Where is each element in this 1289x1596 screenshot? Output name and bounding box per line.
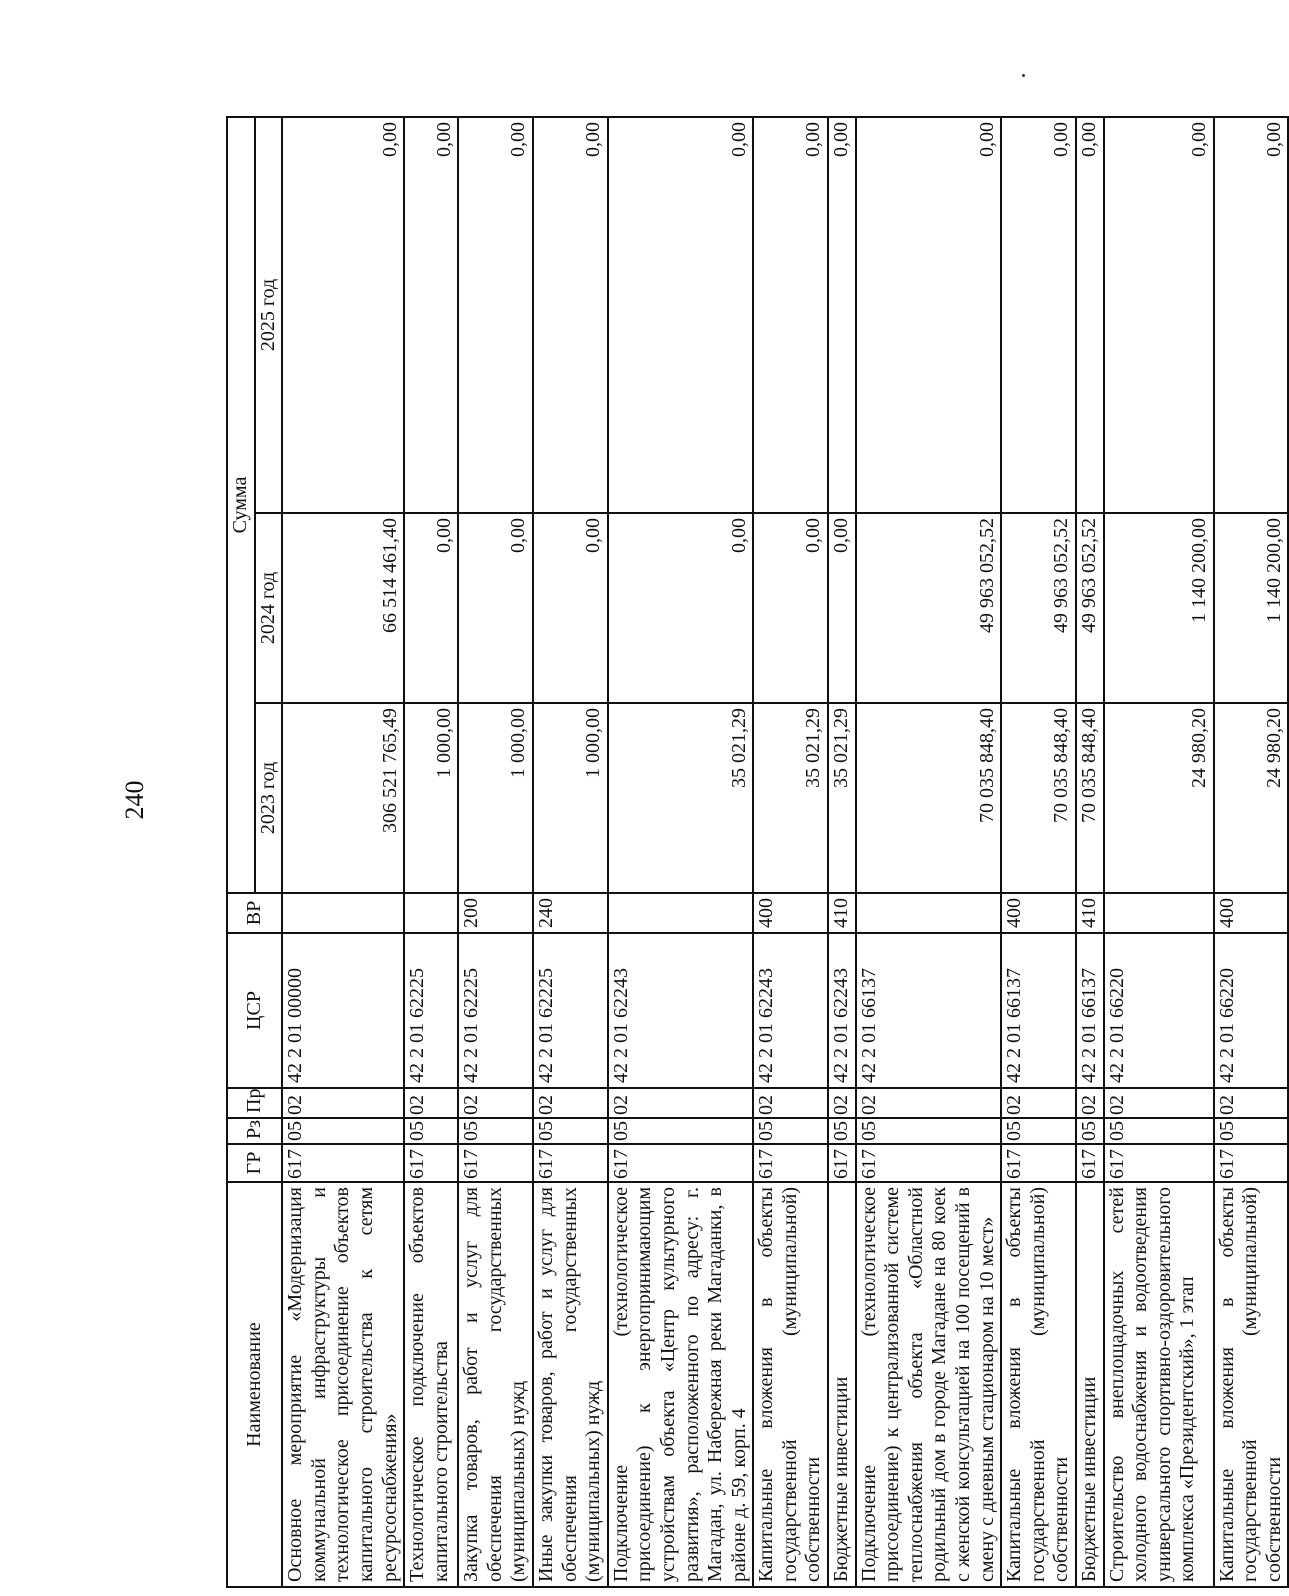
row-pr: 02 xyxy=(828,1088,856,1118)
row-sum-2024: 49 963 052,52 xyxy=(1001,513,1076,703)
row-csr: 42 2 01 66137 xyxy=(1001,933,1076,1088)
row-vr: 410 xyxy=(1076,893,1104,933)
header-2024: 2024 год xyxy=(255,513,283,703)
row-rz: 05 xyxy=(1001,1118,1076,1144)
row-gr: 617 xyxy=(533,1144,608,1182)
budget-table xyxy=(226,116,1289,1588)
scan-speck xyxy=(1022,74,1025,77)
row-name: Строительство внеплощадочных сетей холодного водоснабжения и водоотведения универсального спортивно-оздоровительного комплекса «Президентский», 1 этап xyxy=(1104,1182,1214,1587)
row-name: Технологическое подключение объектов капитального строительства xyxy=(404,1182,458,1587)
row-sum-2025: 0,00 xyxy=(608,117,754,513)
row-sum-2023: 35 021,29 xyxy=(608,703,754,893)
row-sum-2024: 0,00 xyxy=(533,513,608,703)
table-row xyxy=(828,117,856,1587)
row-gr: 617 xyxy=(1001,1144,1076,1182)
row-sum-2023: 1 000,00 xyxy=(533,703,608,893)
row-vr: 400 xyxy=(1001,893,1076,933)
row-sum-2025: 0,00 xyxy=(458,117,533,513)
row-sum-2024: 1 140 200,00 xyxy=(1104,513,1214,703)
row-rz: 05 xyxy=(404,1118,458,1144)
row-sum-2023: 1 000,00 xyxy=(458,703,533,893)
row-sum-2023: 70 035 848,40 xyxy=(1076,703,1104,893)
row-gr: 617 xyxy=(608,1144,754,1182)
row-csr: 42 2 01 62225 xyxy=(533,933,608,1088)
row-rz: 05 xyxy=(533,1118,608,1144)
row-pr: 02 xyxy=(533,1088,608,1118)
row-sum-2025: 0,00 xyxy=(404,117,458,513)
row-sum-2024: 1 140 200,00 xyxy=(1214,513,1289,703)
row-rz: 05 xyxy=(1076,1118,1104,1144)
row-csr: 42 2 01 62243 xyxy=(753,933,828,1088)
row-sum-2023: 70 035 848,40 xyxy=(856,703,1002,893)
row-pr: 02 xyxy=(1214,1088,1289,1118)
header-vr: ВР xyxy=(227,893,282,933)
row-vr xyxy=(282,893,404,933)
row-sum-2023: 1 000,00 xyxy=(404,703,458,893)
row-sum-2024: 49 963 052,52 xyxy=(1076,513,1104,703)
row-pr: 02 xyxy=(1001,1088,1076,1118)
row-gr: 617 xyxy=(282,1144,404,1182)
row-sum-2024: 0,00 xyxy=(458,513,533,703)
header-pr: Пр xyxy=(227,1088,282,1118)
row-gr: 617 xyxy=(1104,1144,1214,1182)
row-sum-2025: 0,00 xyxy=(1214,117,1289,513)
row-sum-2025: 0,00 xyxy=(1076,117,1104,513)
row-csr: 42 2 01 62243 xyxy=(608,933,754,1088)
row-sum-2024: 66 514 461,40 xyxy=(282,513,404,703)
table-row xyxy=(1214,117,1289,1587)
row-gr: 617 xyxy=(458,1144,533,1182)
table-row xyxy=(533,117,608,1587)
row-name: Бюджетные инвестиции xyxy=(828,1182,856,1587)
row-sum-2023: 306 521 765,49 xyxy=(282,703,404,893)
row-sum-2024: 0,00 xyxy=(404,513,458,703)
row-csr: 42 2 01 62225 xyxy=(404,933,458,1088)
row-sum-2025: 0,00 xyxy=(856,117,1002,513)
row-name: Основное мероприятие «Модернизация коммунальной инфраструктуры и технологическое присоединение объектов капитального строительства к сетям ресурсоснабжения» xyxy=(282,1182,404,1587)
row-vr: 400 xyxy=(1214,893,1289,933)
row-rz: 05 xyxy=(1214,1118,1289,1144)
row-sum-2023: 35 021,29 xyxy=(753,703,828,893)
row-gr: 617 xyxy=(1214,1144,1289,1182)
table-row xyxy=(1076,117,1104,1587)
row-sum-2024: 0,00 xyxy=(828,513,856,703)
table-row xyxy=(753,117,828,1587)
table-row xyxy=(608,117,754,1587)
row-pr: 02 xyxy=(282,1088,404,1118)
row-name: Бюджетные инвестиции xyxy=(1076,1182,1104,1587)
header-2025: 2025 год xyxy=(255,117,283,513)
header-2023: 2023 год xyxy=(255,703,283,893)
header-gr: ГР xyxy=(227,1144,282,1182)
row-sum-2025: 0,00 xyxy=(753,117,828,513)
row-vr xyxy=(1104,893,1214,933)
row-gr: 617 xyxy=(404,1144,458,1182)
row-csr: 42 2 01 66220 xyxy=(1214,933,1289,1088)
row-rz: 05 xyxy=(608,1118,754,1144)
row-sum-2025: 0,00 xyxy=(828,117,856,513)
row-name: Закупка товаров, работ и услуг для обеспечения государственных (муниципальных) нужд xyxy=(458,1182,533,1587)
header-csr: ЦСР xyxy=(227,933,282,1088)
header-name: Наименование xyxy=(227,1182,282,1587)
row-sum-2023: 70 035 848,40 xyxy=(1001,703,1076,893)
rotated-table-container xyxy=(226,118,1285,1588)
row-sum-2024: 0,00 xyxy=(608,513,754,703)
row-rz: 05 xyxy=(828,1118,856,1144)
row-sum-2023: 35 021,29 xyxy=(828,703,856,893)
table-row xyxy=(1001,117,1076,1587)
row-gr: 617 xyxy=(856,1144,1002,1182)
row-name: Капитальные вложения в объекты государственной (муниципальной) собственности xyxy=(1214,1182,1289,1587)
row-csr: 42 2 01 62243 xyxy=(828,933,856,1088)
row-name: Иные закупки товаров, работ и услуг для обеспечения государственных (муниципальных) нужд xyxy=(533,1182,608,1587)
table-row xyxy=(404,117,458,1587)
table-row xyxy=(282,117,404,1587)
row-sum-2025: 0,00 xyxy=(533,117,608,513)
row-vr: 400 xyxy=(753,893,828,933)
row-pr: 02 xyxy=(1104,1088,1214,1118)
table-row xyxy=(458,117,533,1587)
row-name: Подключение (технологическое присоединение) к централизованной системе теплоснабжения объекта «Областной родильный дом в городе Магадане на 80 коек с женской консультацией на 100 посещений в смену с дневным стационаром на 10 мест» xyxy=(856,1182,1002,1587)
row-pr: 02 xyxy=(608,1088,754,1118)
row-pr: 02 xyxy=(856,1088,1002,1118)
row-gr: 617 xyxy=(753,1144,828,1182)
row-csr: 42 2 01 66137 xyxy=(856,933,1002,1088)
row-csr: 42 2 01 00000 xyxy=(282,933,404,1088)
row-vr xyxy=(608,893,754,933)
row-rz: 05 xyxy=(1104,1118,1214,1144)
table-body xyxy=(282,117,1288,1587)
row-sum-2023: 24 980,20 xyxy=(1104,703,1214,893)
row-sum-2025: 0,00 xyxy=(1001,117,1076,513)
row-gr: 617 xyxy=(828,1144,856,1182)
row-sum-2025: 0,00 xyxy=(1104,117,1214,513)
row-name: Подключение (технологическое присоединение) к энергопринимающим устройствам объекта «Центр культурного развития», расположенного по адресу: г. Магадан, ул. Набережная реки Магаданки, в районе д. 59, корп. 4 xyxy=(608,1182,754,1587)
table-row xyxy=(1104,117,1214,1587)
row-rz: 05 xyxy=(856,1118,1002,1144)
table-row xyxy=(856,117,1002,1587)
row-csr: 42 2 01 62225 xyxy=(458,933,533,1088)
row-sum-2024: 0,00 xyxy=(753,513,828,703)
row-vr: 240 xyxy=(533,893,608,933)
row-sum-2023: 24 980,20 xyxy=(1214,703,1289,893)
row-vr xyxy=(856,893,1002,933)
row-sum-2025: 0,00 xyxy=(282,117,404,513)
row-vr: 410 xyxy=(828,893,856,933)
row-sum-2024: 49 963 052,52 xyxy=(856,513,1002,703)
row-name: Капитальные вложения в объекты государственной (муниципальной) собственности xyxy=(753,1182,828,1587)
row-pr: 02 xyxy=(404,1088,458,1118)
row-name: Капитальные вложения в объекты государственной (муниципальной) собственности xyxy=(1001,1182,1076,1587)
row-pr: 02 xyxy=(753,1088,828,1118)
row-gr: 617 xyxy=(1076,1144,1104,1182)
row-vr: 200 xyxy=(458,893,533,933)
header-rz: Рз xyxy=(227,1118,282,1144)
row-pr: 02 xyxy=(1076,1088,1104,1118)
row-csr: 42 2 01 66220 xyxy=(1104,933,1214,1088)
row-csr: 42 2 01 66137 xyxy=(1076,933,1104,1088)
row-rz: 05 xyxy=(753,1118,828,1144)
header-sum: Сумма xyxy=(227,117,255,893)
row-pr: 02 xyxy=(458,1088,533,1118)
page-number: 240 xyxy=(120,780,149,820)
row-vr xyxy=(404,893,458,933)
row-rz: 05 xyxy=(458,1118,533,1144)
row-rz: 05 xyxy=(282,1118,404,1144)
